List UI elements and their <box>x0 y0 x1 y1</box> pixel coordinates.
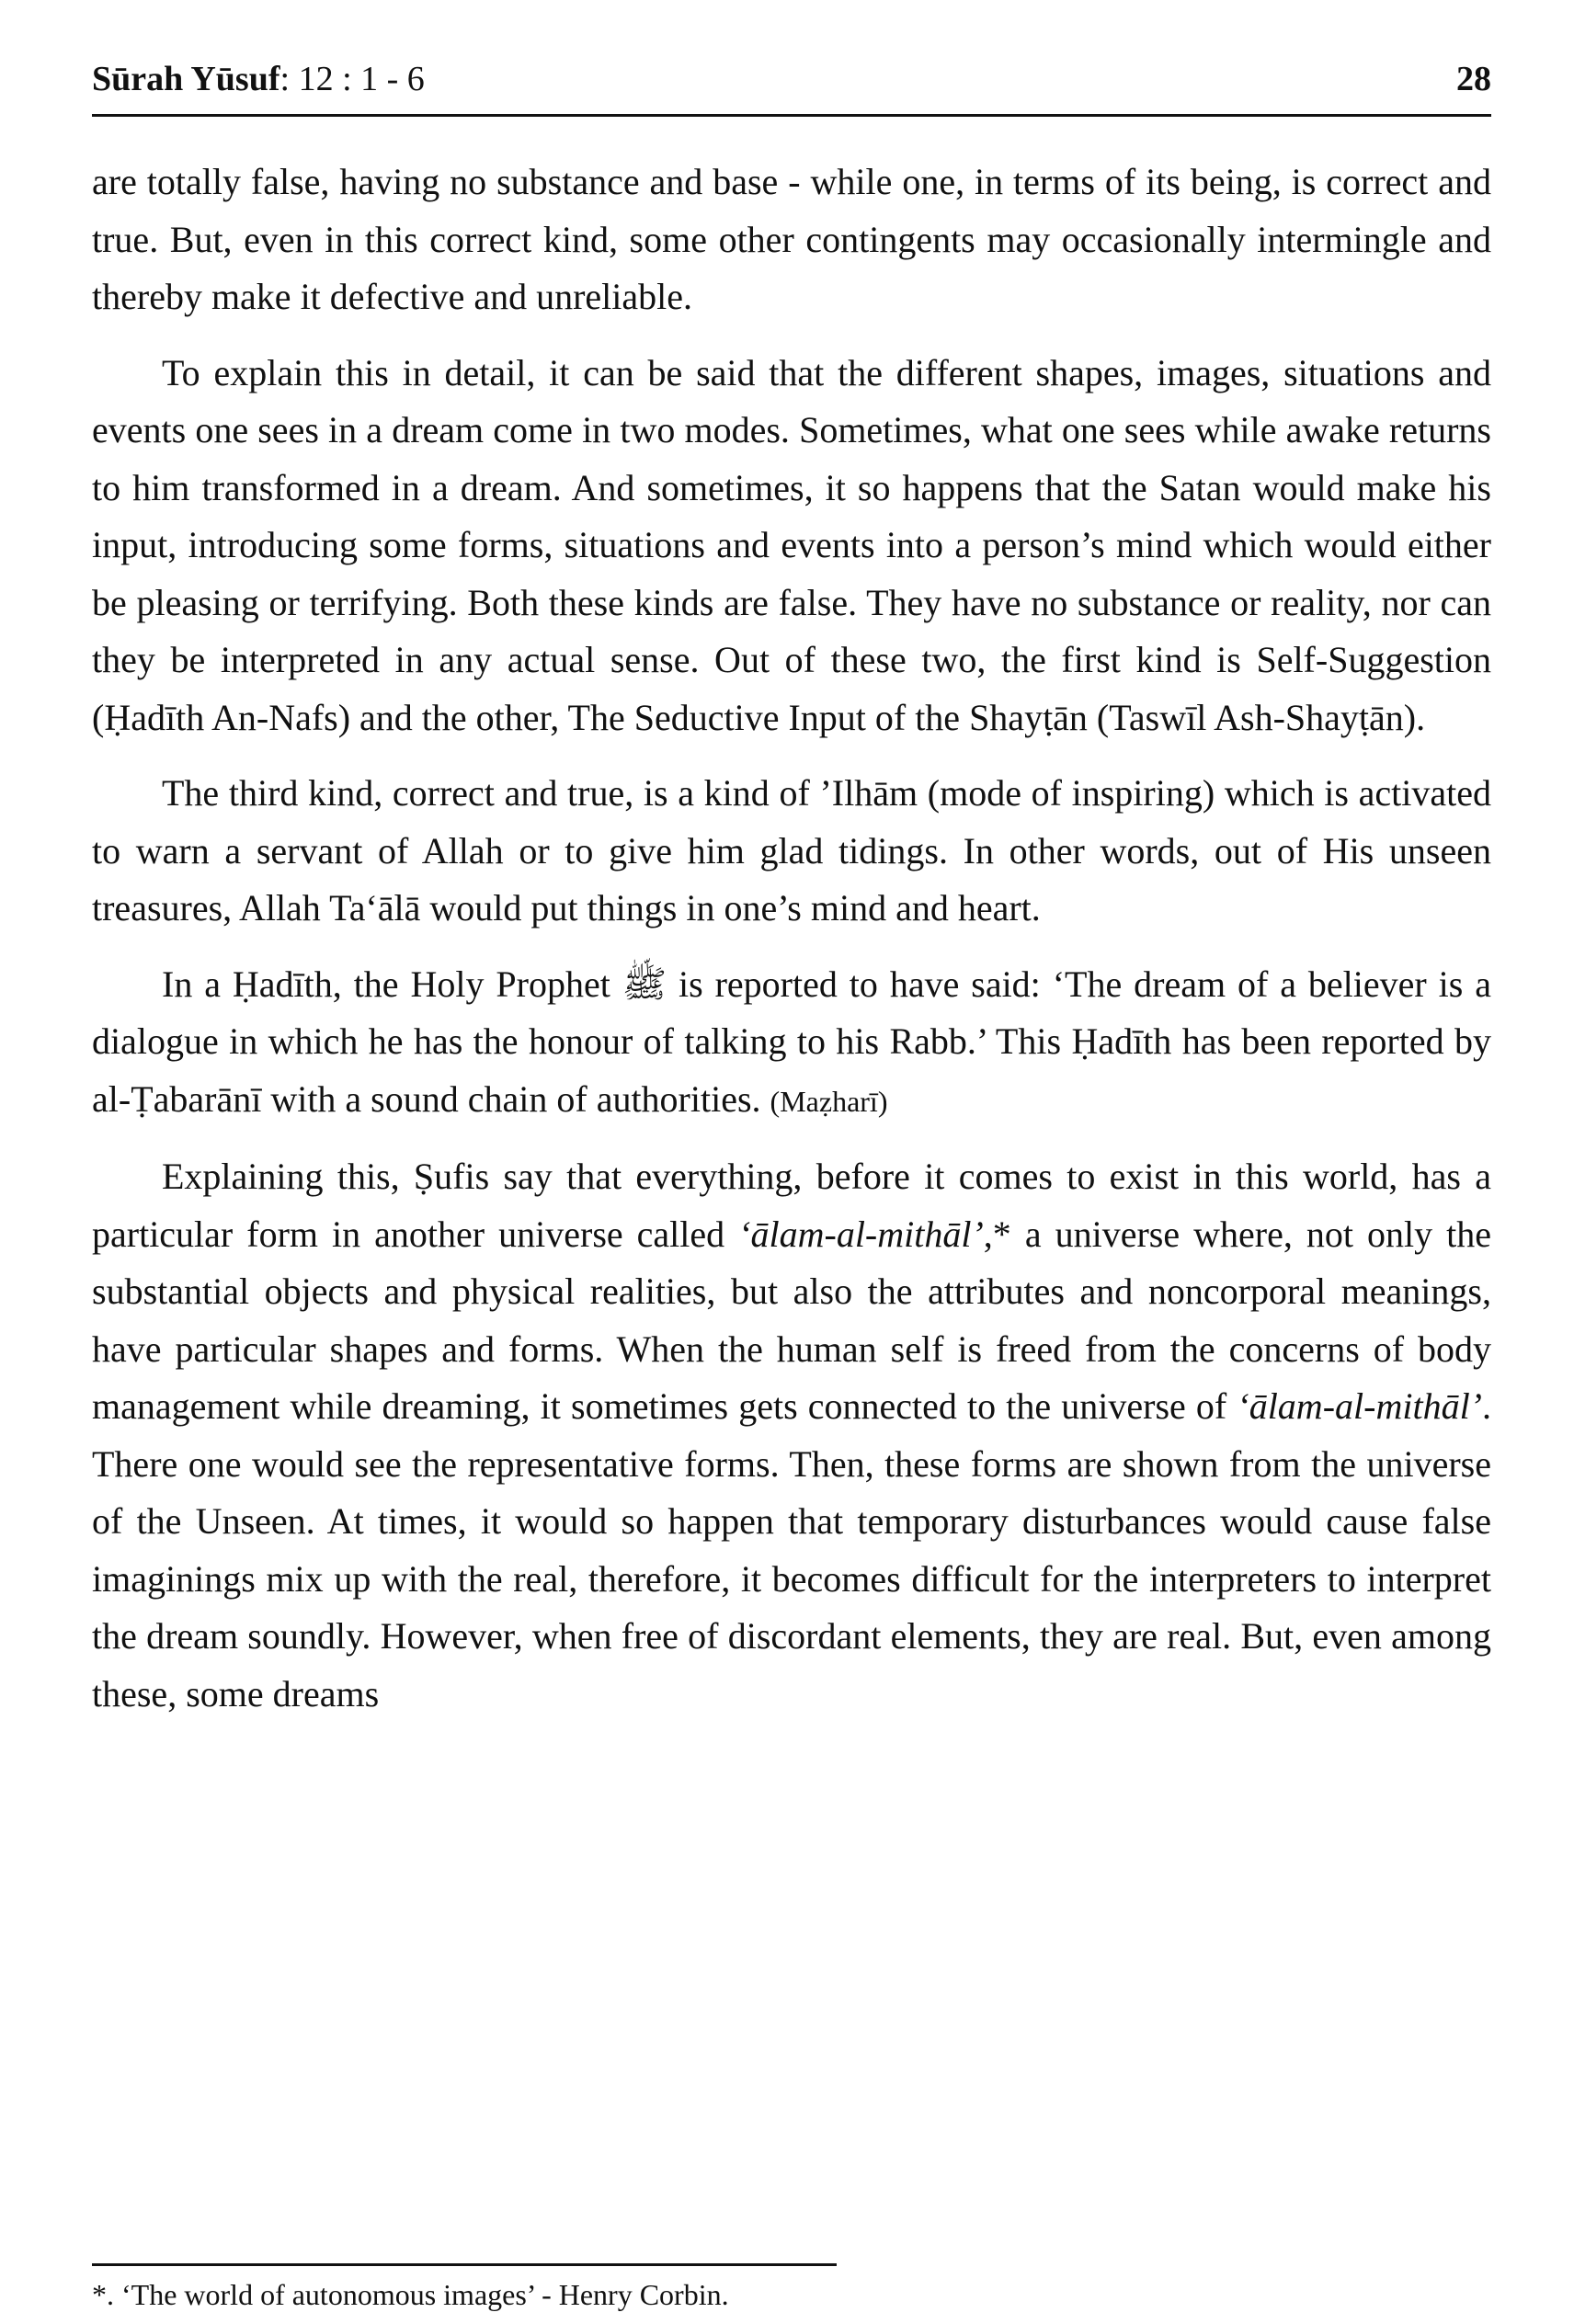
paragraph-3: The third kind, correct and true, is a kind of ’Ilhām (mode of inspiring) which is activated to warn a servant of Allah or to give him glad tidings. In other words, out of His unseen treasures, Allah Ta‘ālā would put things in one’s mind and heart. <box>92 772 1491 928</box>
verse-reference: : 12 : 1 - 6 <box>279 60 425 98</box>
footnote: *. ‘The world of autonomous images’ - Henry Corbin. <box>92 2278 729 2311</box>
paragraph-5-part-a: Explaining this, Ṣufis say that everything, before it comes to exist in this world, has a particular form in another universe called <box>92 1156 1491 1255</box>
paragraph-4-text: In a Ḥadīth, the Holy Prophet ﷺ is reported to have said: ‘The dream of a believer is a dialogue in which he has the honour of talking to his Rabb.’ This Ḥadīth has been reported by al-Ṭabarānī with a sound chain of authorities. <box>92 963 1491 1120</box>
surah-name: Sūrah Yūsuf <box>92 60 280 98</box>
paragraph-5-part-b: ,* a universe where, not only the substantial objects and physical realities, but also the attributes and noncorporal meanings, have particular shapes and forms. When the human self is freed from the concerns of body management while dreaming, it sometimes gets connected to the universe of <box>92 1213 1491 1427</box>
running-header <box>92 59 1491 117</box>
citation-mazhari: (Maẓharī) <box>770 1084 888 1118</box>
paragraph-1: are totally false, having no substance and base - while one, in terms of its being, is correct and true. But, even in this correct kind, some other contingents may occasionally intermingle and thereby make it defective and unreliable. <box>92 161 1491 317</box>
page-number: 28 <box>1456 60 1491 98</box>
body-text <box>92 154 1491 1723</box>
paragraph-5 <box>92 1148 1491 1723</box>
paragraph-5-part-c: . There one would see the representative forms. Then, these forms are shown from the universe of the Unseen. At times, it would so happen that temporary disturbances would cause false imaginings mix up with the real, therefore, it becomes difficult for the interpreters to interpret the dream soundly. However, when free of discordant elements, they are real. But, even among these, some dreams <box>92 1385 1491 1715</box>
term-alam-al-mithal: ‘ālam-al-mithāl’ <box>738 1213 984 1255</box>
page <box>92 59 1491 1741</box>
paragraph-2: To explain this in detail, it can be said that the different shapes, images, situations and events one sees in a dream come in two modes. Sometimes, what one sees while awake returns to him transformed in a dream. And sometimes, it so happens that the Satan would make his input, introducing some forms, situations and events into a person’s mind which would either be pleasing or terrifying. Both these kinds are false. They have no substance or reality, nor can they be interpreted in any actual sense. Out of these two, the first kind is Self-Suggestion (Ḥadīth An-Nafs) and the other, The Seductive Input of the Shayṭān (Taswīl Ash-Shayṭān). <box>92 351 1491 738</box>
header-title <box>92 59 425 99</box>
paragraph-4 <box>92 956 1491 1131</box>
term-alam-al-mithal-2: ‘ālam-al-mithāl’ <box>1237 1385 1482 1427</box>
footnote-divider <box>92 2263 837 2266</box>
